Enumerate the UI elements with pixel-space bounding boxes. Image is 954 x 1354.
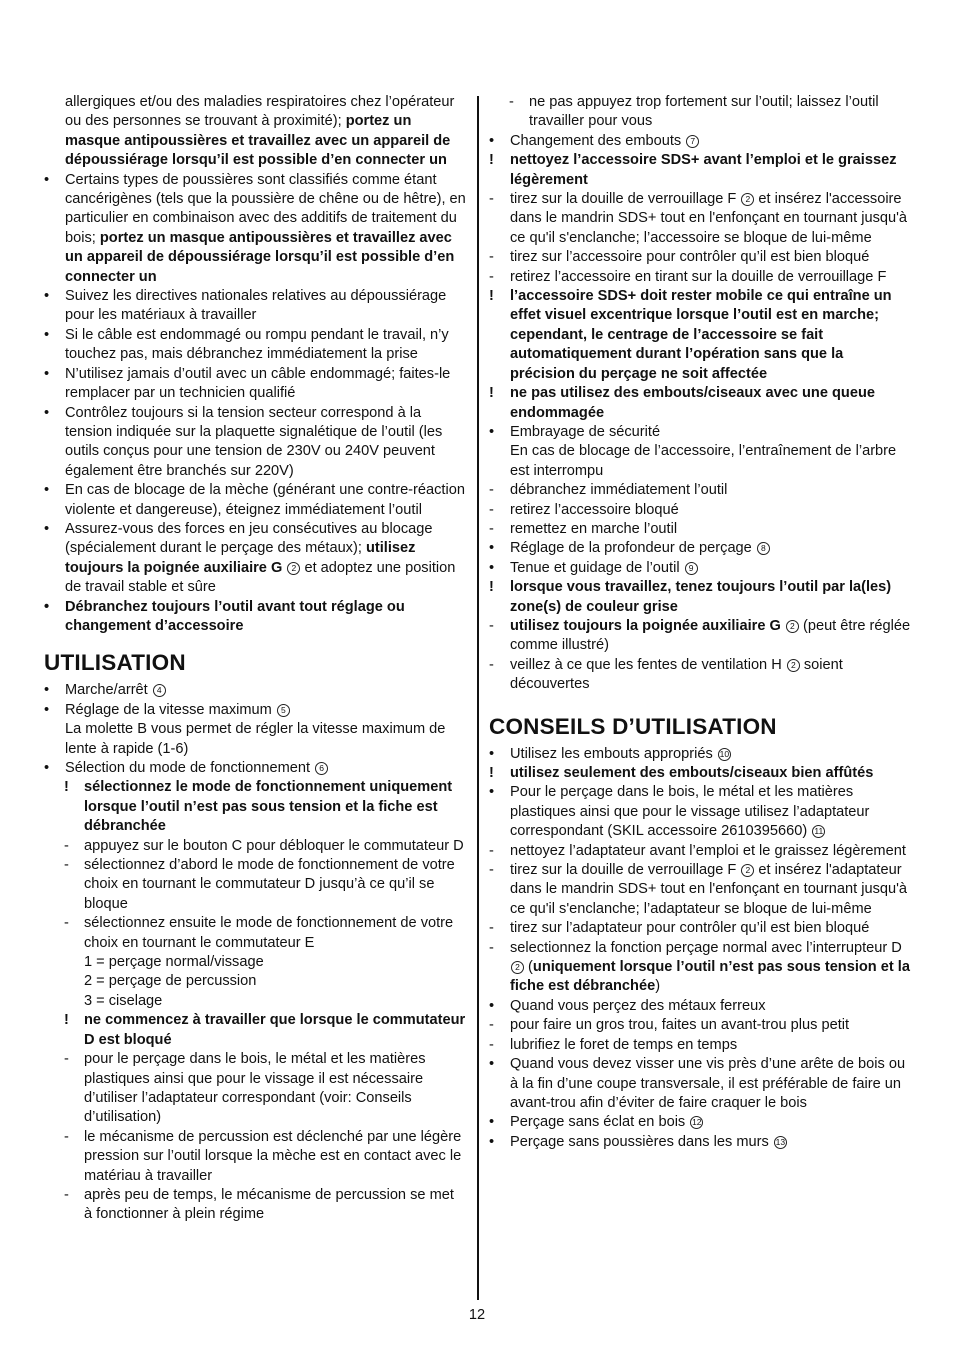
bold-text: utilisez toujours la poignée auxiliaire G (65, 540, 416, 576)
text: N’utilisez jamais d’outil avec un câble endommagé; faites-le remplacer par un technicien qualifié (65, 365, 451, 402)
bullet-item (489, 539, 911, 558)
figure-reference-circled-number: 2 (741, 193, 754, 206)
sub-item (489, 520, 911, 539)
text (282, 560, 286, 576)
bullet-item (489, 1113, 911, 1132)
bullet-item (489, 1055, 911, 1113)
sub-item (489, 617, 911, 656)
dash-marker: - (489, 482, 494, 499)
figure-reference-circled-number: 2 (511, 961, 524, 974)
text: veillez à ce que les fentes de ventilation H (510, 656, 786, 673)
sub-item (44, 837, 466, 856)
bullet-marker: • (44, 288, 50, 305)
text: retirez l’accessoire bloqué (510, 501, 679, 518)
sub-item (489, 656, 911, 695)
bullet-marker: • (44, 482, 50, 499)
figure-reference-circled-number: 5 (277, 704, 290, 717)
text: débranchez immédiatement l’outil (510, 482, 728, 499)
bullet-marker: • (44, 598, 50, 615)
text: et insérez l'accessoire dans le mandrin SDS+ tout en l'enfonçant en tournant jusqu'à ce qu'il s'enclanche; l’accessoire se bloque de lui-même (510, 191, 908, 246)
text: allergiques et/ou des maladies respiratoires chez l’opérateur ou des personnes se trouvant à proximité); (65, 94, 455, 130)
bullet-item (489, 132, 911, 151)
text: Quand vous perçez des métaux ferreux (510, 997, 766, 1014)
dash-marker: - (489, 191, 494, 208)
text: tirez sur la douille de verrouillage F (510, 191, 741, 208)
figure-reference-circled-number: 7 (686, 135, 699, 148)
text: 2 = perçage de percussion (84, 973, 257, 990)
bullet-marker: • (489, 1133, 495, 1150)
sub-item (44, 1128, 466, 1186)
bold-text: nettoyez l’accessoire SDS+ avant l’emploi et le graissez légèrement (510, 152, 897, 188)
bullet-item (44, 326, 466, 365)
warning-item (489, 384, 911, 423)
sub-item (489, 919, 911, 938)
text: En cas de blocage de la mèche (générant une contre-réaction violente et dangereuse), éteignez immédiatement l’outil (65, 482, 465, 518)
text: ( (524, 959, 533, 976)
text: Assurez-vous des forces en jeu consécutives au blocage (spécialement durant le perçage des métaux); (65, 520, 433, 557)
bullet-marker: • (489, 1056, 495, 1073)
text: remettez en marche l’outil (510, 520, 678, 537)
text: Réglage de la vitesse maximum (65, 701, 276, 718)
bullet-marker: • (44, 682, 50, 699)
text: pour le perçage dans le bois, le métal et les matières plastiques ainsi que pour le vissage il est nécessaire d’utiliser l’adaptateur correspondant (voir: Conseils d’utilisation) (84, 1051, 426, 1126)
dash-marker: - (489, 939, 494, 956)
warning-item (489, 764, 911, 783)
text: Changement des embouts (510, 132, 686, 149)
text: pour faire un gros trou, faites un avant-trou plus petit (510, 1017, 850, 1034)
bullet-marker: • (489, 132, 495, 149)
dash-marker: - (64, 1051, 69, 1068)
sub-item (489, 861, 911, 919)
figure-reference-circled-number: 2 (786, 620, 799, 633)
section-heading: UTILISATION (44, 650, 186, 676)
text: appuyez sur le bouton C pour débloquer le commutateur D (84, 837, 464, 854)
text: après peu de temps, le mécanisme de percussion se met à fonctionner à plein régime (84, 1186, 454, 1223)
text (781, 618, 785, 634)
text: (peut être réglée comme illustré) (510, 617, 911, 654)
bold-text: l’accessoire SDS+ doit rester mobile ce qui entraîne un effet visuel excentrique lorsque l’outil est en marche; cependant, le centrage de l’accessoire se fait automatiquement durant l’opération sans que la précision du perçage ne soit affectée (510, 288, 892, 382)
bold-text: ne pas utilisez des embouts/ciseaux avec une queue endommagée (510, 385, 875, 421)
dash-marker: - (489, 842, 494, 859)
section-heading: CONSEILS D’UTILISATION (489, 713, 777, 739)
warning-marker: ! (64, 779, 69, 796)
text: Utilisez les embouts appropriés (510, 745, 717, 762)
bullet-item (44, 759, 466, 778)
text: soient découvertes (510, 656, 843, 693)
figure-reference-circled-number: 11 (812, 825, 825, 838)
bullet-marker: • (44, 404, 50, 421)
warning-marker: ! (489, 385, 494, 402)
bullet-marker: • (489, 559, 495, 576)
warning-item (44, 778, 466, 836)
text: Sélection du mode de fonctionnement (65, 760, 315, 776)
sub-item (489, 1016, 911, 1035)
bold-text: ne commencez à travailler que lorsque le commutateur D est bloqué (84, 1012, 466, 1048)
right-column (489, 93, 911, 1152)
text: ) (655, 978, 661, 995)
dash-marker: - (64, 1186, 69, 1203)
text: tirez sur l’adaptateur pour contrôler qu’il est bien bloqué (510, 920, 870, 937)
dash-marker: - (489, 249, 494, 266)
sub-item (489, 1036, 911, 1055)
text: tirez sur la douille de verrouillage F (510, 862, 741, 879)
figure-reference-circled-number: 8 (757, 542, 770, 555)
figure-reference-circled-number: 12 (692, 1117, 702, 1128)
bullet-marker: • (44, 171, 50, 188)
left-column (44, 93, 466, 1225)
figure-reference-circled-number: 6 (315, 762, 328, 775)
dash-marker: - (489, 617, 494, 634)
text: Contrôlez toujours si la tension secteur correspond à la tension indiquée sur la plaquette signalétique de l’outil (les outils conçus pour une tension de 230V ou 240V peuvent également être branchés sur 220V) (65, 404, 443, 479)
text: Perçage sans poussières dans les murs (510, 1133, 773, 1150)
dash-marker: - (489, 920, 494, 937)
dash-marker: - (64, 915, 69, 932)
sub-item (489, 190, 911, 248)
bullet-marker: • (44, 326, 50, 343)
bullet-item (489, 745, 911, 764)
bullet-marker: • (44, 760, 50, 776)
sub-item (44, 856, 466, 914)
text: Tenue et guidage de l’outil (510, 559, 684, 576)
bullet-marker: • (44, 365, 50, 382)
dash-marker: - (489, 1017, 494, 1034)
bold-text: portez un masque antipoussières et travaillez avec un appareil de dépoussiérage lorsqu’il est possible d’en connecter un (65, 229, 455, 285)
text: Suivez les directives nationales relatives au dépoussiérage pour les matériaux à travailler (65, 288, 447, 324)
warning-item (489, 151, 911, 190)
bold-text: sélectionnez le mode de fonctionnement uniquement lorsque l’outil n’est pas sous tension et la fiche est débranchée (84, 779, 453, 835)
warning-item (44, 1011, 466, 1050)
warning-item (489, 578, 911, 617)
bullet-marker: • (489, 997, 495, 1014)
warning-marker: ! (64, 1012, 69, 1029)
bullet-marker: • (44, 520, 50, 537)
bullet-item (44, 171, 466, 287)
text: Certains types de poussières sont classifiés comme étant cancérigènes (tels que la poussière de chêne ou de hêtre), en particulier en combinaison avec des additifs de traitement du bois; (65, 171, 466, 246)
sub-item (489, 939, 911, 997)
dash-marker: - (489, 520, 494, 537)
text: et insérez l'adaptateur dans le mandrin SDS+ tout en l'enfonçant en tournant jusqu'à ce qu'il s'enclanche; l’adaptateur se bloque de lui-même (510, 862, 908, 917)
figure-reference-circled-number: 4 (153, 684, 166, 697)
text: lubrifiez le foret de temps en temps (510, 1036, 738, 1053)
bullet-item (44, 404, 466, 482)
sub-item (489, 501, 911, 520)
text: tirez sur l’accessoire pour contrôler qu’il est bien bloqué (510, 249, 870, 266)
text: sélectionnez ensuite le mode de fonctionnement de votre choix en tournant le commutateur E (84, 915, 454, 951)
bold-text: lorsque vous travaillez, tenez toujours l’outil par la(les) zone(s) de couleur grise (510, 579, 892, 615)
dash-marker: - (64, 837, 69, 854)
warning-marker: ! (489, 579, 494, 596)
bold-text: utilisez seulement des embouts/ciseaux bien affûtés (510, 765, 874, 781)
dash-marker: - (64, 857, 69, 874)
bold-text: portez un masque antipoussières et travaillez avec un appareil de dépoussiérage lorsqu’il est possible d’en connecter un (65, 113, 451, 169)
bullet-item (489, 423, 911, 481)
page-number: 12 (468, 1307, 486, 1323)
warning-marker: ! (489, 288, 494, 305)
bold-text: uniquement lorsque l’outil n’est pas sous tension et la fiche est débranchée (510, 959, 910, 995)
sub-item (489, 93, 911, 132)
figure-reference-circled-number: 2 (787, 659, 800, 672)
dash-marker: - (489, 656, 494, 673)
bullet-item (489, 1133, 911, 1152)
text: retirez l’accessoire en tirant sur la douille de verrouillage F (510, 268, 887, 285)
sub-item (44, 1186, 466, 1225)
bullet-marker: • (489, 784, 495, 801)
dash-marker: - (489, 1036, 494, 1053)
text: sélectionnez d’abord le mode de fonctionnement de votre choix en tournant le commutateur D jusqu’à ce qu’il se bloque (84, 857, 455, 912)
sub-item (489, 842, 911, 861)
text: et adoptez une position de travail stable et sûre (65, 559, 456, 596)
text: nettoyez l’adaptateur avant l’emploi et le graissez légèrement (510, 842, 906, 859)
bullet-item (44, 598, 466, 637)
text: 1 = perçage normal/vissage (84, 954, 264, 971)
dash-marker: - (509, 94, 514, 110)
bullet-item (489, 559, 911, 578)
bullet-item (44, 520, 466, 598)
bold-text: Débranchez toujours l’outil avant tout réglage ou changement d’accessoire (65, 598, 405, 634)
text: Embrayage de sécurité (510, 423, 661, 440)
dash-marker: - (489, 501, 494, 518)
bullet-item (44, 681, 466, 700)
warning-item (489, 287, 911, 384)
figure-reference-circled-number: 13 (775, 1136, 786, 1147)
text: ne pas appuyez trop fortement sur l’outil; laissez l’outil travailler pour vous (529, 94, 879, 130)
bullet-item (489, 997, 911, 1016)
bullet-marker: • (489, 423, 495, 440)
text: En cas de blocage de l’accessoire, l’entraînement de l’arbre est interrompu (510, 443, 897, 479)
figure-reference-circled-number: 2 (741, 864, 754, 877)
text: Quand vous devez visser une vis près d’une arête de bois ou à la fin d’une coupe transversale, il est préférable de faire un avant-trou afin d’éviter de faire craquer le bois (510, 1056, 906, 1111)
bullet-marker: • (489, 745, 495, 762)
text: Si le câble est endommagé ou rompu pendant le travail, n’y touchez pas, mais débranchez immédiatement la prise (65, 326, 449, 363)
dash-marker: - (64, 1128, 69, 1145)
column-divider (477, 96, 479, 1300)
text: 3 = ciselage (84, 992, 163, 1009)
sub-item (489, 268, 911, 287)
figure-reference-circled-number: 2 (287, 562, 300, 575)
figure-reference-circled-number: 9 (685, 562, 698, 575)
bullet-item (44, 365, 466, 404)
text: Réglage de la profondeur de perçage (510, 540, 756, 557)
text: selectionnez la fonction perçage normal avec l’interrupteur D (510, 939, 902, 956)
bullet-marker: • (489, 1114, 495, 1131)
sub-item (44, 1050, 466, 1128)
dash-marker: - (489, 862, 494, 879)
dash-marker: - (489, 268, 494, 285)
text: La molette B vous permet de régler la vitesse maximum de lente à rapide (1-6) (65, 721, 446, 757)
text: Pour le perçage dans le bois, le métal et les matières plastiques ainsi que pour le vissage utilisez l’adaptateur correspondant (SKIL accessoire 2610395660) (510, 784, 870, 840)
paragraph (44, 93, 466, 171)
text: Marche/arrêt (65, 682, 152, 699)
bullet-marker: • (44, 701, 50, 718)
bold-text: utilisez toujours la poignée auxiliaire G (510, 617, 781, 634)
figure-reference-circled-number: 10 (719, 748, 730, 759)
text: Perçage sans éclat en bois (510, 1114, 690, 1131)
warning-marker: ! (489, 765, 494, 781)
sub-item (489, 481, 911, 500)
sub-item (44, 914, 466, 1011)
warning-marker: ! (489, 152, 494, 169)
bullet-item (44, 287, 466, 326)
bullet-marker: • (489, 540, 495, 557)
bullet-item (489, 783, 911, 841)
bullet-item (44, 481, 466, 520)
bullet-item (44, 701, 466, 759)
text: le mécanisme de percussion est déclenché par une légère pression sur l’outil lorsque la mèche est en contact avec le matériau à travailler (84, 1128, 462, 1184)
sub-item (489, 248, 911, 267)
